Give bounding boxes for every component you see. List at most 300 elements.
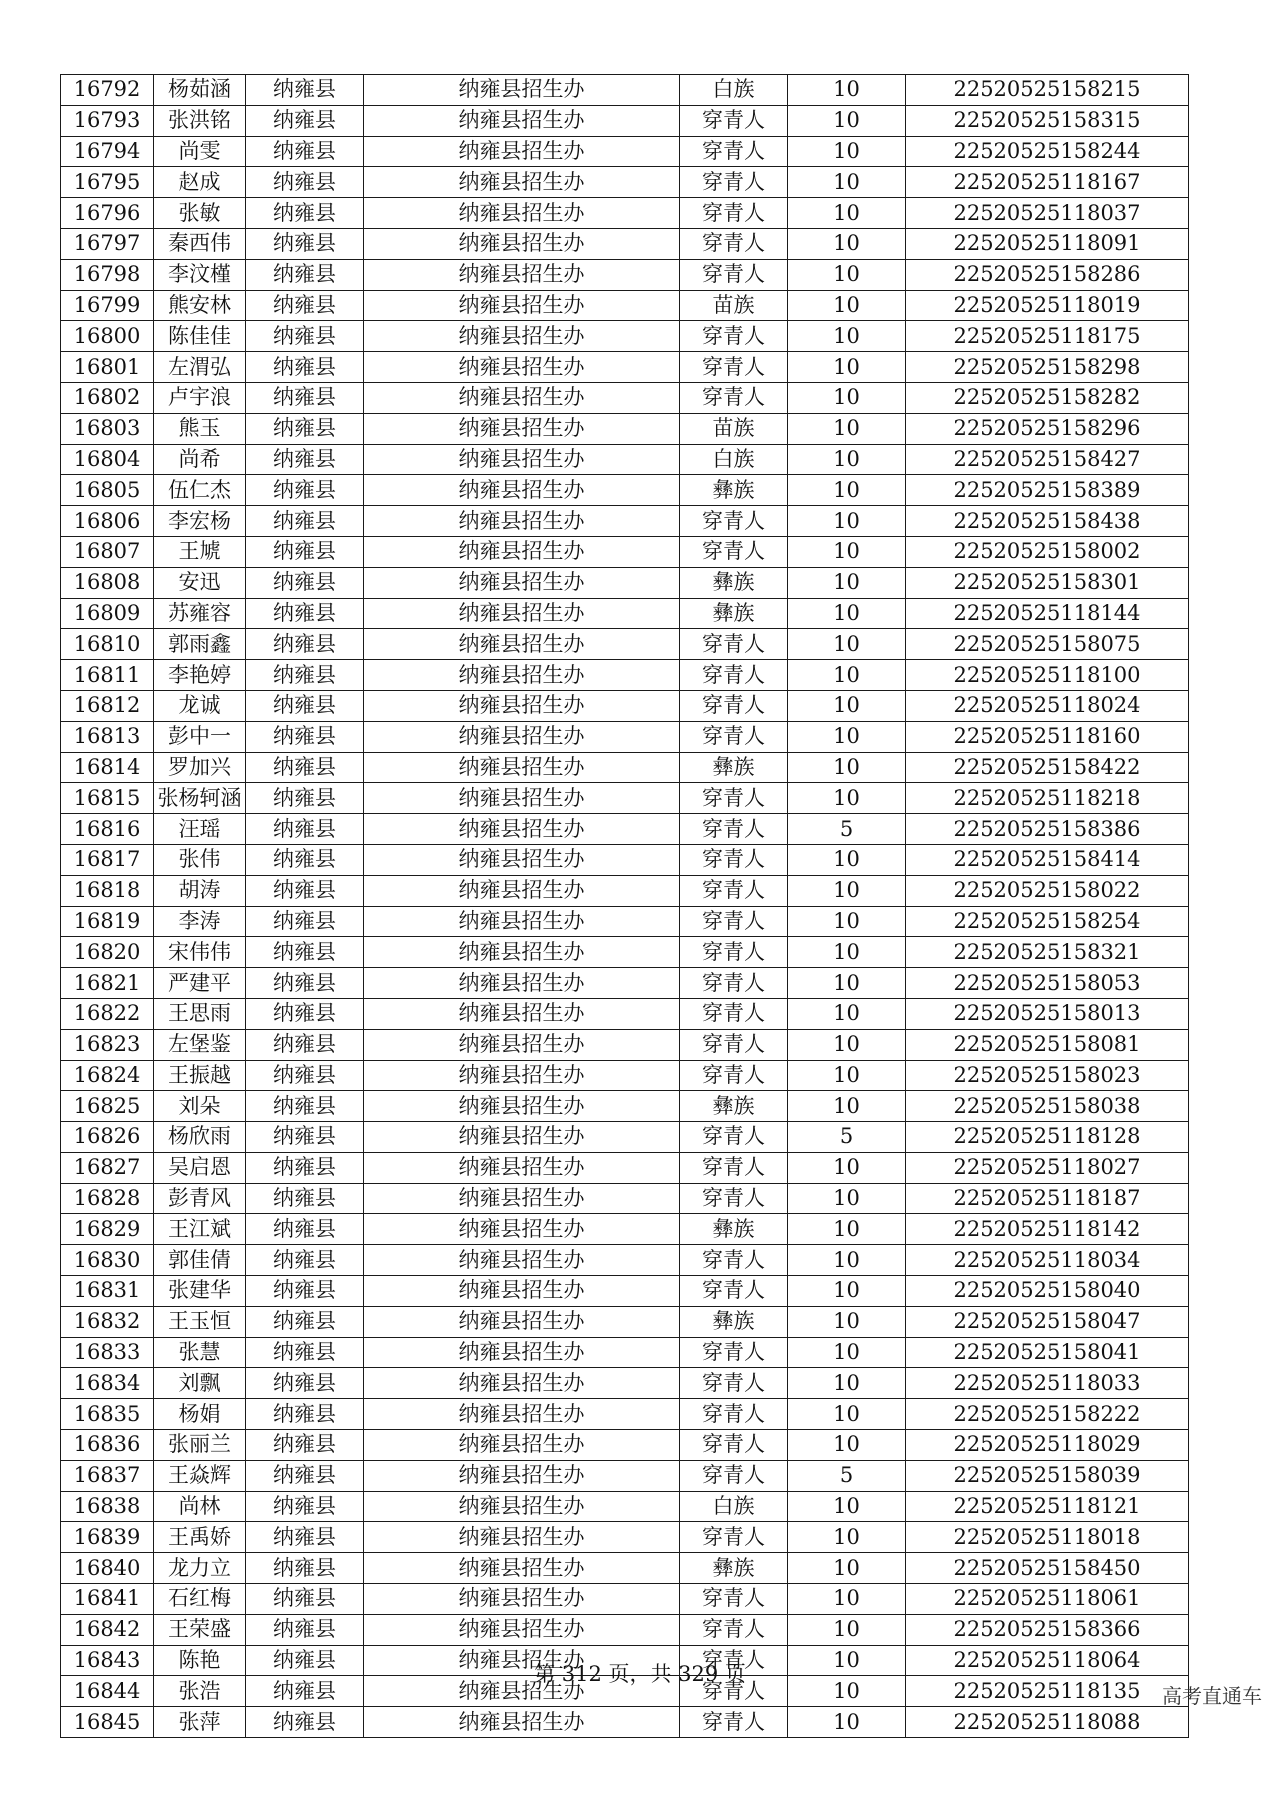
name-cell: 左渭弘: [154, 352, 246, 383]
ethnicity-cell: 彝族: [680, 567, 788, 598]
exam-id-cell: 22520525118027: [906, 1152, 1189, 1183]
table-row: [61, 629, 1189, 660]
exam-id-cell: 22520525158023: [906, 1060, 1189, 1091]
name-cell: 刘朵: [154, 1091, 246, 1122]
score-cell: 10: [788, 968, 906, 999]
ethnicity-cell: 穿青人: [680, 814, 788, 845]
exam-id-cell: 22520525118018: [906, 1522, 1189, 1553]
exam-id-cell: 22520525158450: [906, 1553, 1189, 1584]
county-cell: 纳雍县: [246, 783, 364, 814]
table-row: [61, 321, 1189, 352]
serial-number-cell: 16843: [61, 1645, 154, 1676]
name-cell: 龙诚: [154, 690, 246, 721]
score-cell: 10: [788, 1337, 906, 1368]
county-cell: 纳雍县: [246, 506, 364, 537]
table-row: [61, 1122, 1189, 1153]
county-cell: 纳雍县: [246, 629, 364, 660]
exam-id-cell: 22520525118024: [906, 690, 1189, 721]
name-cell: 伍仁杰: [154, 475, 246, 506]
score-cell: 10: [788, 1522, 906, 1553]
office-cell: 纳雍县招生办: [364, 1676, 680, 1707]
table-row: [61, 814, 1189, 845]
serial-number-cell: 16806: [61, 506, 154, 537]
name-cell: 胡涛: [154, 875, 246, 906]
county-cell: 纳雍县: [246, 1707, 364, 1738]
score-cell: 5: [788, 1460, 906, 1491]
roster-table: [60, 74, 1189, 1738]
serial-number-cell: 16839: [61, 1522, 154, 1553]
ethnicity-cell: 穿青人: [680, 1430, 788, 1461]
county-cell: 纳雍县: [246, 105, 364, 136]
table-row: [61, 875, 1189, 906]
county-cell: 纳雍县: [246, 475, 364, 506]
serial-number-cell: 16811: [61, 660, 154, 691]
name-cell: 李涛: [154, 906, 246, 937]
name-cell: 张建华: [154, 1276, 246, 1307]
office-cell: 纳雍县招生办: [364, 875, 680, 906]
office-cell: 纳雍县招生办: [364, 1276, 680, 1307]
ethnicity-cell: 穿青人: [680, 875, 788, 906]
table-row: [61, 1029, 1189, 1060]
office-cell: 纳雍县招生办: [364, 1337, 680, 1368]
name-cell: 王江斌: [154, 1214, 246, 1245]
office-cell: 纳雍县招生办: [364, 1460, 680, 1491]
county-cell: 纳雍县: [246, 1491, 364, 1522]
score-cell: 10: [788, 1368, 906, 1399]
exam-id-cell: 22520525158254: [906, 906, 1189, 937]
score-cell: 10: [788, 321, 906, 352]
table-row: [61, 1306, 1189, 1337]
ethnicity-cell: 穿青人: [680, 844, 788, 875]
office-cell: 纳雍县招生办: [364, 1368, 680, 1399]
ethnicity-cell: 穿青人: [680, 660, 788, 691]
exam-id-cell: 22520525118218: [906, 783, 1189, 814]
serial-number-cell: 16809: [61, 598, 154, 629]
name-cell: 陈艳: [154, 1645, 246, 1676]
table-row: [61, 290, 1189, 321]
serial-number-cell: 16820: [61, 937, 154, 968]
office-cell: 纳雍县招生办: [364, 1430, 680, 1461]
exam-id-cell: 22520525118187: [906, 1183, 1189, 1214]
office-cell: 纳雍县招生办: [364, 1399, 680, 1430]
office-cell: 纳雍县招生办: [364, 382, 680, 413]
serial-number-cell: 16793: [61, 105, 154, 136]
county-cell: 纳雍县: [246, 1368, 364, 1399]
county-cell: 纳雍县: [246, 752, 364, 783]
serial-number-cell: 16840: [61, 1553, 154, 1584]
exam-id-cell: 22520525158038: [906, 1091, 1189, 1122]
county-cell: 纳雍县: [246, 968, 364, 999]
score-cell: 10: [788, 382, 906, 413]
office-cell: 纳雍县招生办: [364, 75, 680, 106]
serial-number-cell: 16844: [61, 1676, 154, 1707]
score-cell: 10: [788, 1152, 906, 1183]
score-cell: 10: [788, 475, 906, 506]
ethnicity-cell: 穿青人: [680, 259, 788, 290]
ethnicity-cell: 穿青人: [680, 1122, 788, 1153]
score-cell: 10: [788, 598, 906, 629]
table-row: [61, 1183, 1189, 1214]
county-cell: 纳雍县: [246, 1214, 364, 1245]
watermark-text: 高考直通车: [1162, 1684, 1262, 1708]
office-cell: 纳雍县招生办: [364, 690, 680, 721]
exam-id-cell: 22520525158301: [906, 567, 1189, 598]
serial-number-cell: 16838: [61, 1491, 154, 1522]
exam-id-cell: 22520525158321: [906, 937, 1189, 968]
ethnicity-cell: 穿青人: [680, 1245, 788, 1276]
serial-number-cell: 16814: [61, 752, 154, 783]
score-cell: 10: [788, 1029, 906, 1060]
table-row: [61, 1614, 1189, 1645]
county-cell: 纳雍县: [246, 444, 364, 475]
county-cell: 纳雍县: [246, 937, 364, 968]
ethnicity-cell: 穿青人: [680, 228, 788, 259]
table-row: [61, 690, 1189, 721]
county-cell: 纳雍县: [246, 1306, 364, 1337]
table-row: [61, 75, 1189, 106]
ethnicity-cell: 穿青人: [680, 1645, 788, 1676]
table-row: [61, 259, 1189, 290]
serial-number-cell: 16802: [61, 382, 154, 413]
table-row: [61, 413, 1189, 444]
ethnicity-cell: 彝族: [680, 1553, 788, 1584]
score-cell: 10: [788, 1214, 906, 1245]
table-row: [61, 968, 1189, 999]
exam-id-cell: 22520525118091: [906, 228, 1189, 259]
name-cell: 左堡鉴: [154, 1029, 246, 1060]
office-cell: 纳雍县招生办: [364, 1122, 680, 1153]
serial-number-cell: 16829: [61, 1214, 154, 1245]
name-cell: 严建平: [154, 968, 246, 999]
name-cell: 王思雨: [154, 998, 246, 1029]
table-row: [61, 382, 1189, 413]
office-cell: 纳雍县招生办: [364, 660, 680, 691]
name-cell: 苏雍容: [154, 598, 246, 629]
score-cell: 10: [788, 1245, 906, 1276]
serial-number-cell: 16834: [61, 1368, 154, 1399]
exam-id-cell: 22520525118142: [906, 1214, 1189, 1245]
table-row: [61, 752, 1189, 783]
name-cell: 杨欣雨: [154, 1122, 246, 1153]
score-cell: 10: [788, 413, 906, 444]
name-cell: 罗加兴: [154, 752, 246, 783]
score-cell: 10: [788, 1306, 906, 1337]
exam-id-cell: 22520525158040: [906, 1276, 1189, 1307]
office-cell: 纳雍县招生办: [364, 1707, 680, 1738]
county-cell: 纳雍县: [246, 1430, 364, 1461]
office-cell: 纳雍县招生办: [364, 1522, 680, 1553]
office-cell: 纳雍县招生办: [364, 1491, 680, 1522]
serial-number-cell: 16826: [61, 1122, 154, 1153]
name-cell: 王焱辉: [154, 1460, 246, 1491]
serial-number-cell: 16795: [61, 167, 154, 198]
ethnicity-cell: 白族: [680, 1491, 788, 1522]
name-cell: 李宏杨: [154, 506, 246, 537]
county-cell: 纳雍县: [246, 1091, 364, 1122]
score-cell: 10: [788, 290, 906, 321]
score-cell: 10: [788, 1645, 906, 1676]
serial-number-cell: 16833: [61, 1337, 154, 1368]
name-cell: 王禹娇: [154, 1522, 246, 1553]
office-cell: 纳雍县招生办: [364, 1645, 680, 1676]
score-cell: 10: [788, 352, 906, 383]
exam-id-cell: 22520525118033: [906, 1368, 1189, 1399]
county-cell: 纳雍县: [246, 844, 364, 875]
name-cell: 熊玉: [154, 413, 246, 444]
score-cell: 10: [788, 259, 906, 290]
county-cell: 纳雍县: [246, 1553, 364, 1584]
serial-number-cell: 16835: [61, 1399, 154, 1430]
name-cell: 尚雯: [154, 136, 246, 167]
score-cell: 10: [788, 1183, 906, 1214]
name-cell: 安迅: [154, 567, 246, 598]
serial-number-cell: 16827: [61, 1152, 154, 1183]
name-cell: 王虓: [154, 536, 246, 567]
serial-number-cell: 16828: [61, 1183, 154, 1214]
score-cell: 10: [788, 783, 906, 814]
exam-id-cell: 22520525118061: [906, 1584, 1189, 1615]
ethnicity-cell: 穿青人: [680, 536, 788, 567]
office-cell: 纳雍县招生办: [364, 259, 680, 290]
table-row: [61, 783, 1189, 814]
score-cell: 10: [788, 1676, 906, 1707]
score-cell: 10: [788, 1614, 906, 1645]
office-cell: 纳雍县招生办: [364, 536, 680, 567]
ethnicity-cell: 穿青人: [680, 382, 788, 413]
table-row: [61, 1707, 1189, 1738]
serial-number-cell: 16800: [61, 321, 154, 352]
office-cell: 纳雍县招生办: [364, 1029, 680, 1060]
county-cell: 纳雍县: [246, 1029, 364, 1060]
ethnicity-cell: 穿青人: [680, 1029, 788, 1060]
serial-number-cell: 16821: [61, 968, 154, 999]
county-cell: 纳雍县: [246, 1245, 364, 1276]
ethnicity-cell: 彝族: [680, 475, 788, 506]
score-cell: 10: [788, 1584, 906, 1615]
name-cell: 张洪铭: [154, 105, 246, 136]
office-cell: 纳雍县招生办: [364, 444, 680, 475]
ethnicity-cell: 穿青人: [680, 1399, 788, 1430]
serial-number-cell: 16807: [61, 536, 154, 567]
county-cell: 纳雍县: [246, 1460, 364, 1491]
name-cell: 郭雨鑫: [154, 629, 246, 660]
table-row: [61, 1584, 1189, 1615]
exam-id-cell: 22520525158414: [906, 844, 1189, 875]
office-cell: 纳雍县招生办: [364, 1614, 680, 1645]
score-cell: 10: [788, 752, 906, 783]
exam-id-cell: 22520525118034: [906, 1245, 1189, 1276]
office-cell: 纳雍县招生办: [364, 567, 680, 598]
name-cell: 秦西伟: [154, 228, 246, 259]
table-row: [61, 660, 1189, 691]
name-cell: 彭青风: [154, 1183, 246, 1214]
county-cell: 纳雍县: [246, 660, 364, 691]
serial-number-cell: 16801: [61, 352, 154, 383]
office-cell: 纳雍县招生办: [364, 721, 680, 752]
office-cell: 纳雍县招生办: [364, 937, 680, 968]
county-cell: 纳雍县: [246, 906, 364, 937]
score-cell: 10: [788, 844, 906, 875]
score-cell: 10: [788, 721, 906, 752]
ethnicity-cell: 穿青人: [680, 1060, 788, 1091]
table-row: [61, 228, 1189, 259]
score-cell: 5: [788, 1122, 906, 1153]
roster-table-body: [61, 75, 1189, 1738]
ethnicity-cell: 彝族: [680, 1091, 788, 1122]
name-cell: 郭佳倩: [154, 1245, 246, 1276]
score-cell: 10: [788, 660, 906, 691]
serial-number-cell: 16804: [61, 444, 154, 475]
table-row: [61, 721, 1189, 752]
name-cell: 王荣盛: [154, 1614, 246, 1645]
county-cell: 纳雍县: [246, 1276, 364, 1307]
serial-number-cell: 16815: [61, 783, 154, 814]
score-cell: 10: [788, 1491, 906, 1522]
exam-id-cell: 22520525118167: [906, 167, 1189, 198]
office-cell: 纳雍县招生办: [364, 1214, 680, 1245]
name-cell: 张萍: [154, 1707, 246, 1738]
name-cell: 王玉恒: [154, 1306, 246, 1337]
name-cell: 陈佳佳: [154, 321, 246, 352]
score-cell: 10: [788, 998, 906, 1029]
score-cell: 10: [788, 1060, 906, 1091]
table-row: [61, 167, 1189, 198]
office-cell: 纳雍县招生办: [364, 1183, 680, 1214]
table-row: [61, 1152, 1189, 1183]
county-cell: 纳雍县: [246, 1399, 364, 1430]
ethnicity-cell: 穿青人: [680, 1152, 788, 1183]
exam-id-cell: 22520525158222: [906, 1399, 1189, 1430]
exam-id-cell: 22520525158022: [906, 875, 1189, 906]
serial-number-cell: 16842: [61, 1614, 154, 1645]
table-row: [61, 506, 1189, 537]
county-cell: 纳雍县: [246, 1584, 364, 1615]
county-cell: 纳雍县: [246, 1676, 364, 1707]
exam-id-cell: 22520525118064: [906, 1645, 1189, 1676]
ethnicity-cell: 穿青人: [680, 1522, 788, 1553]
table-row: [61, 1460, 1189, 1491]
exam-id-cell: 22520525158296: [906, 413, 1189, 444]
ethnicity-cell: 彝族: [680, 598, 788, 629]
county-cell: 纳雍县: [246, 1152, 364, 1183]
score-cell: 10: [788, 198, 906, 229]
serial-number-cell: 16792: [61, 75, 154, 106]
score-cell: 10: [788, 136, 906, 167]
name-cell: 张浩: [154, 1676, 246, 1707]
table-row: [61, 1276, 1189, 1307]
serial-number-cell: 16819: [61, 906, 154, 937]
score-cell: 10: [788, 536, 906, 567]
table-row: [61, 105, 1189, 136]
ethnicity-cell: 穿青人: [680, 968, 788, 999]
exam-id-cell: 22520525158282: [906, 382, 1189, 413]
ethnicity-cell: 穿青人: [680, 1183, 788, 1214]
name-cell: 宋伟伟: [154, 937, 246, 968]
score-cell: 5: [788, 814, 906, 845]
office-cell: 纳雍县招生办: [364, 352, 680, 383]
serial-number-cell: 16796: [61, 198, 154, 229]
score-cell: 10: [788, 228, 906, 259]
county-cell: 纳雍县: [246, 290, 364, 321]
score-cell: 10: [788, 629, 906, 660]
ethnicity-cell: 穿青人: [680, 321, 788, 352]
office-cell: 纳雍县招生办: [364, 228, 680, 259]
table-row: [61, 1245, 1189, 1276]
name-cell: 刘飘: [154, 1368, 246, 1399]
office-cell: 纳雍县招生办: [364, 167, 680, 198]
county-cell: 纳雍县: [246, 259, 364, 290]
office-cell: 纳雍县招生办: [364, 1553, 680, 1584]
serial-number-cell: 16803: [61, 413, 154, 444]
table-row: [61, 844, 1189, 875]
serial-number-cell: 16813: [61, 721, 154, 752]
serial-number-cell: 16808: [61, 567, 154, 598]
table-row: [61, 475, 1189, 506]
exam-id-cell: 22520525118160: [906, 721, 1189, 752]
name-cell: 吴启恩: [154, 1152, 246, 1183]
office-cell: 纳雍县招生办: [364, 968, 680, 999]
score-cell: 10: [788, 1707, 906, 1738]
ethnicity-cell: 穿青人: [680, 1584, 788, 1615]
table-row: [61, 198, 1189, 229]
ethnicity-cell: 穿青人: [680, 998, 788, 1029]
ethnicity-cell: 穿青人: [680, 1276, 788, 1307]
county-cell: 纳雍县: [246, 1614, 364, 1645]
office-cell: 纳雍县招生办: [364, 475, 680, 506]
serial-number-cell: 16824: [61, 1060, 154, 1091]
table-row: [61, 1368, 1189, 1399]
office-cell: 纳雍县招生办: [364, 844, 680, 875]
score-cell: 10: [788, 167, 906, 198]
ethnicity-cell: 穿青人: [680, 506, 788, 537]
exam-id-cell: 22520525118144: [906, 598, 1189, 629]
table-row: [61, 937, 1189, 968]
score-cell: 10: [788, 1430, 906, 1461]
name-cell: 杨茹涵: [154, 75, 246, 106]
serial-number-cell: 16810: [61, 629, 154, 660]
exam-id-cell: 22520525118088: [906, 1707, 1189, 1738]
county-cell: 纳雍县: [246, 721, 364, 752]
table-row: [61, 136, 1189, 167]
name-cell: 王振越: [154, 1060, 246, 1091]
name-cell: 汪瑶: [154, 814, 246, 845]
score-cell: 10: [788, 1276, 906, 1307]
ethnicity-cell: 穿青人: [680, 690, 788, 721]
ethnicity-cell: 彝族: [680, 1306, 788, 1337]
table-row: [61, 598, 1189, 629]
table-row: [61, 352, 1189, 383]
exam-id-cell: 22520525158366: [906, 1614, 1189, 1645]
serial-number-cell: 16836: [61, 1430, 154, 1461]
name-cell: 彭中一: [154, 721, 246, 752]
serial-number-cell: 16816: [61, 814, 154, 845]
county-cell: 纳雍县: [246, 167, 364, 198]
serial-number-cell: 16825: [61, 1091, 154, 1122]
name-cell: 卢宇浪: [154, 382, 246, 413]
county-cell: 纳雍县: [246, 228, 364, 259]
county-cell: 纳雍县: [246, 382, 364, 413]
table-row: [61, 1430, 1189, 1461]
name-cell: 赵成: [154, 167, 246, 198]
office-cell: 纳雍县招生办: [364, 814, 680, 845]
ethnicity-cell: 白族: [680, 444, 788, 475]
score-cell: 10: [788, 567, 906, 598]
serial-number-cell: 16830: [61, 1245, 154, 1276]
table-row: [61, 1553, 1189, 1584]
table-row: [61, 1091, 1189, 1122]
office-cell: 纳雍县招生办: [364, 321, 680, 352]
score-cell: 10: [788, 1091, 906, 1122]
